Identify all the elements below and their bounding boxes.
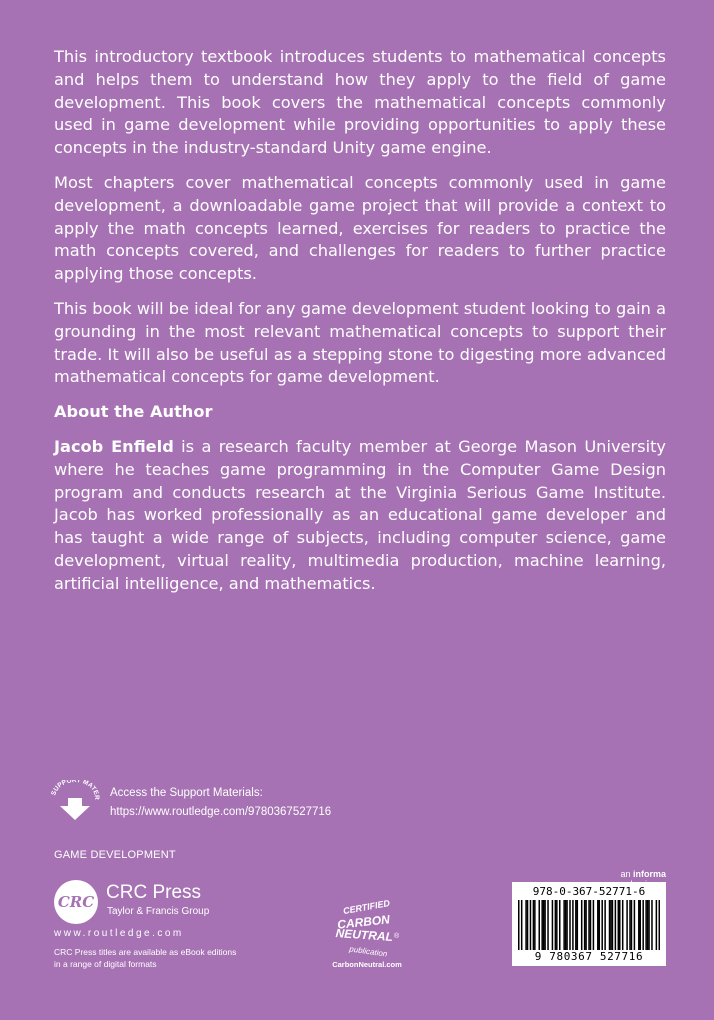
support-url-link[interactable]: https://www.routledge.com/9780367527716 (110, 806, 332, 818)
author-name: Jacob Enfield (54, 436, 174, 456)
crc-circle-icon: CRC (54, 880, 98, 924)
support-label: Access the Support Materials: (110, 787, 263, 799)
subject-category: GAME DEVELOPMENT (54, 849, 176, 861)
download-arrow-icon (50, 780, 100, 822)
isbn-number: 978-0-367-52771-6 (532, 885, 646, 898)
blurb-paragraph-3: This book will be ideal for any game development student looking to gain a grounding in the most relevant mathematical concepts to support their trade. It will also be useful as a stepping stone to digesting more advanced mathematical concepts for game development. (54, 298, 666, 387)
ebook-note: CRC Press titles are available as eBook editions in a range of digital formats (54, 947, 237, 969)
about-author-heading: About the Author (54, 402, 213, 422)
informa-business-label: an informa (620, 869, 666, 879)
carbon-neutral-logo (326, 888, 408, 972)
barcode-bars (518, 900, 660, 950)
author-bio-text: is a research faculty member at George Mason University where he teaches game programming in the Computer Game Design program and conducts research at the Virginia Serious Game Institute. Jacob has worked professionally as an educational game developer and has taught a wide range of subjects, including computer science, game development, virtual reality, multimedia production, machine learning, artificial intelligence, and mathematics. (54, 436, 666, 593)
carbon-website-text: CarbonNeutral.com (332, 960, 402, 969)
support-badge-text: SUPPORT MATER (50, 780, 100, 800)
blurb-paragraph-2: Most chapters cover mathematical concepts commonly used in game development, a downloadable game project that will provide a context to apply the math concepts learned, exercises for readers to practice the math concepts covered, and challenges for readers to further practice applying those concepts. (54, 172, 666, 284)
author-bio (54, 436, 666, 596)
barcode-digits: 9 780367 527716 (534, 950, 644, 963)
carbon-certified-text: CERTIFIED (342, 898, 391, 917)
publisher-group: Taylor & Francis Group (107, 906, 210, 917)
crc-press-logo (54, 878, 254, 930)
publisher-website-link[interactable]: www.routledge.com (54, 928, 184, 939)
blurb-paragraph-1: This introductory textbook introduces students to mathematical concepts and helps them to understand how they apply to the field of game development. This book covers the mathematical concepts commonly used in game development while providing opportunities to apply these concepts in the industry-standard Unity game engine. (54, 47, 666, 158)
carbon-neutral-text: NEUTRAL (335, 926, 394, 944)
support-materials (50, 780, 370, 822)
publisher-name: CRC Press (106, 882, 202, 903)
carbon-carbon-text: CARBON (336, 912, 391, 932)
carbon-publication-text: publication (348, 944, 388, 959)
back-cover-blurb (54, 46, 666, 608)
carbon-registered-mark: ® (394, 933, 400, 940)
isbn-barcode (512, 882, 666, 966)
